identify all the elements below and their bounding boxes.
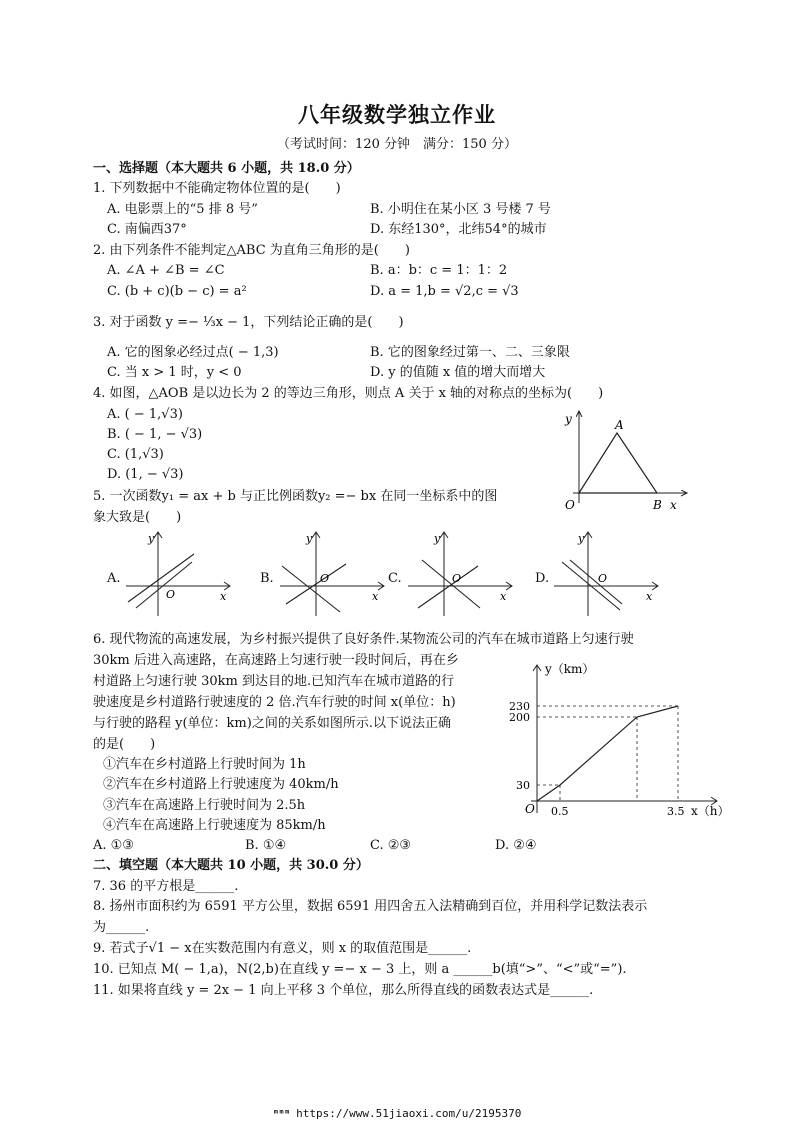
q2-option-a: A. ∠A + ∠B = ∠C (107, 263, 225, 278)
q11-text: 11. 如果将直线 y = 2x − 1 向上平移 3 个单位，那么所得直线的函数表达式是______. (93, 983, 594, 998)
q8-text-line1: 8. 扬州市面积约为 6591 平方公里，数据 6591 用四舍五入法精确到百位，并用科学记数法表示 (93, 899, 648, 914)
q3-option-b: B. 它的图象经过第一、二、三象限 (370, 345, 570, 360)
svg-text:x: x (220, 590, 227, 603)
q3-option-a: A. 它的图象必经过点( − 1,3) (107, 345, 279, 360)
q4-label-b: B (653, 498, 662, 512)
triangle-aob (579, 433, 657, 493)
q3-option-c: C. 当 x > 1 时，y < 0 (107, 365, 242, 380)
q5-option-a-label: A. (107, 571, 121, 586)
q6-statement-1: ①汽车在乡村道路上行驶时间为 1h (103, 757, 306, 772)
q5-option-b-label: B. (260, 571, 274, 586)
q6-option-d: D. ②④ (495, 838, 537, 853)
q6-ytick-30: 30 (516, 779, 530, 792)
q4-label-y: y (565, 412, 572, 426)
svg-text:y: y (306, 532, 313, 545)
q2-option-d: D. a = 1,b = √2,c = √3 (370, 284, 519, 299)
q5-stem-line1: 5. 一次函数y₁ = ax + b 与正比例函数y₂ =− bx 在同一坐标系中的图 (93, 489, 498, 504)
section-fill-heading: 二、填空题（本大题共 10 小题，共 30.0 分） (93, 858, 369, 873)
svg-text:O: O (452, 572, 462, 585)
page-title: 八年级数学独立作业 (298, 102, 496, 127)
q2-option-b: B. a：b：c = 1：1：2 (370, 263, 508, 278)
q4-label-a: A (615, 418, 624, 432)
q6-option-c: C. ②③ (370, 838, 412, 853)
q2-option-c: C. (b + c)(b − c) = a² (107, 284, 247, 299)
q4-label-o: O (565, 498, 575, 512)
q3-option-d: D. y 的值随 x 值的增大而增大 (370, 365, 546, 380)
q4-label-x: x (670, 498, 677, 512)
q6-statement-3: ③汽车在高速路上行驶时间为 2.5h (103, 798, 306, 813)
svg-text:y: y (434, 532, 441, 545)
q4-option-b: B. ( − 1, − √3) (107, 427, 203, 442)
q6-x-label: x（h） (691, 804, 730, 818)
q10-text: 10. 已知点 M( − 1,a)，N(2,b)在直线 y =− x − 3 上，则 a ______b(填“>”、“<”或“=”). (93, 962, 627, 977)
svg-text:y: y (578, 532, 585, 545)
q4-stem: 4. 如图，△AOB 是以边长为 2 的等边三角形，则点 A 关于 x 轴的对称点的坐标为( ) (93, 386, 604, 401)
svg-text:y: y (148, 532, 155, 545)
q1-option-a: A. 电影票上的“5 排 8 号” (107, 202, 258, 217)
section-choice-heading: 一、选择题（本大题共 6 小题，共 18.0 分） (93, 161, 360, 176)
q5-graph-c (404, 528, 516, 620)
q6-ytick-200: 200 (509, 711, 530, 724)
q5-option-c-label: C. (388, 571, 402, 586)
q5-option-d-label: D. (535, 571, 550, 586)
q8-text-line2: 为______. (93, 920, 150, 935)
q6-distance-time-graph (495, 655, 735, 825)
q1-option-d: D. 东经130°，北纬54°的城市 (370, 222, 547, 237)
q6-stem-line3: 村道路上匀速行驶 30km 到达目的地.已知汽车在城市道路的行 (93, 674, 455, 689)
svg-text:x: x (646, 590, 653, 603)
q6-statement-4: ④汽车在高速路上行驶速度为 85km/h (103, 818, 326, 833)
q6-stem-line6: 的是( ) (93, 737, 156, 752)
svg-text:O: O (598, 572, 608, 585)
q6-statement-2: ②汽车在乡村道路上行驶速度为 40km/h (103, 777, 339, 792)
q3-stem: 3. 对于函数 y =− ⅓x − 1，下列结论正确的是( ) (93, 315, 404, 330)
q6-ytick-230: 230 (509, 700, 530, 713)
svg-text:O: O (320, 572, 330, 585)
q6-stem-line5: 与行驶的路程 y(单位：km)之间的关系如图所示.以下说法正确 (93, 716, 451, 731)
q6-stem-line4: 驶速度是乡村道路行驶速度的 2 倍.汽车行驶的时间 x(单位：h) (93, 695, 456, 710)
q4-option-d: D. (1, − √3) (107, 467, 184, 482)
q6-option-a: A. ①③ (93, 838, 134, 853)
q5-graph-d (550, 528, 662, 620)
q5-graph-a (122, 528, 234, 620)
q5-stem-line2: 象大致是( ) (93, 510, 182, 525)
q6-xtick-3-5: 3.5 (667, 805, 685, 818)
footer-decoration: ᵐᵐᵐ (272, 1107, 290, 1120)
q6-y-label: y（km） (545, 662, 595, 676)
q1-option-c: C. 南偏西37° (107, 222, 187, 237)
q1-option-b: B. 小明住在某小区 3 号楼 7 号 (370, 202, 551, 217)
footer-url[interactable]: https://www.51jiaoxi.com/u/2195370 (296, 1107, 522, 1120)
q4-option-a: A. ( − 1,√3) (107, 407, 183, 422)
q6-stem-line1: 6. 现代物流的高速发展，为乡村振兴提供了良好条件.某物流公司的汽车在城市道路上匀速行驶 (93, 632, 634, 647)
q6-stem-line2: 30km 后进入高速路，在高速路上匀速行驶一段时间后，再在乡 (93, 653, 459, 668)
svg-text:x: x (500, 590, 507, 603)
q6-option-b: B. ①④ (245, 838, 287, 853)
q6-distance-line (537, 706, 678, 801)
q5-graph-b (276, 528, 388, 620)
q2-stem: 2. 由下列条件不能判定△ABC 为直角三角形的是( ) (93, 243, 410, 258)
q6-xtick-0-5: 0.5 (551, 805, 569, 818)
q9-text: 9. 若式子√1 − x在实数范围内有意义，则 x 的取值范围是______. (93, 941, 472, 956)
exam-info: （考试时间：120 分钟 满分：150 分） (277, 137, 517, 152)
q6-origin: O (525, 802, 535, 816)
q4-option-c: C. (1,√3) (107, 447, 164, 462)
svg-text:O: O (166, 588, 176, 601)
q7-text: 7. 36 的平方根是______. (93, 879, 239, 894)
svg-text:x: x (372, 590, 379, 603)
q4-triangle-figure (555, 405, 695, 520)
q1-stem: 1. 下列数据中不能确定物体位置的是( ) (93, 181, 341, 196)
footer-watermark (0, 1108, 794, 1119)
